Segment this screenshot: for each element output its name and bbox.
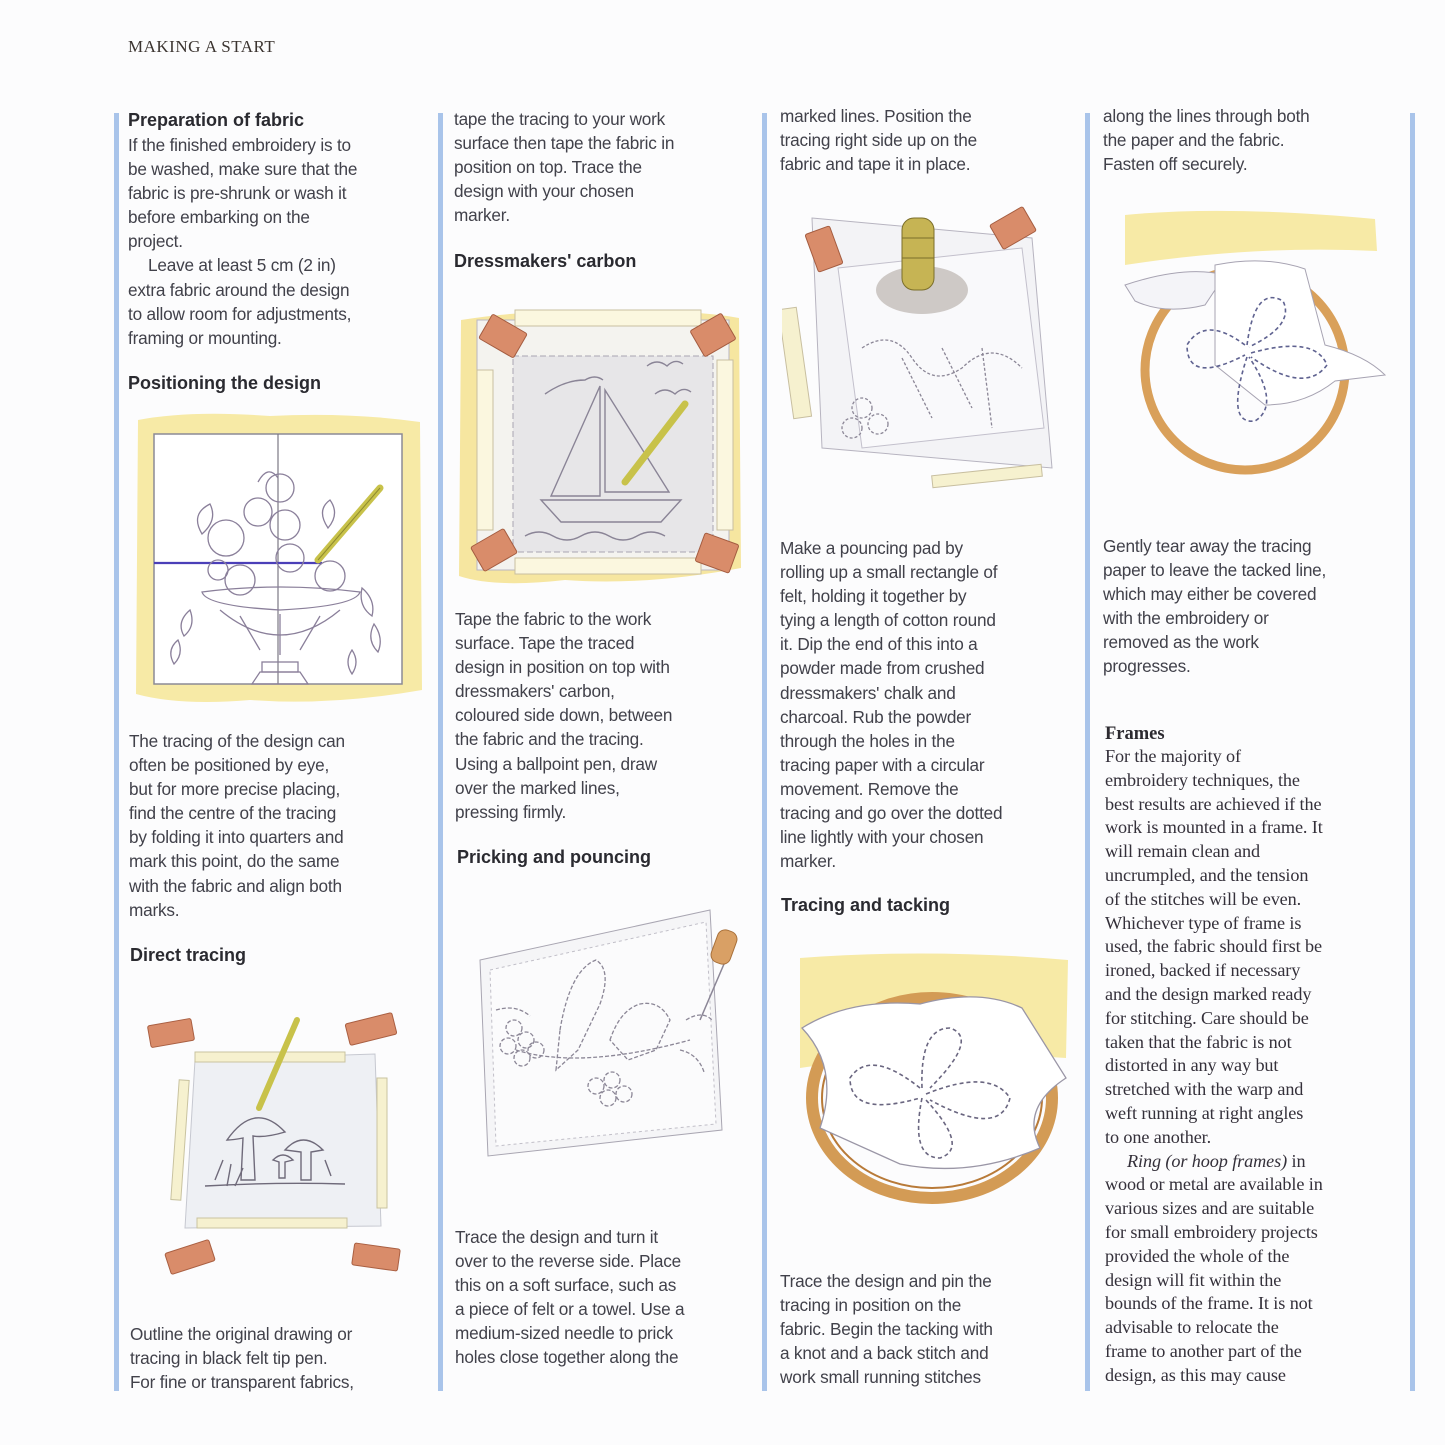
text-line: with the fabric and align both [129,875,342,896]
text-line: line lightly with your chosen [780,827,984,848]
paragraph-dressmakers-carbon [455,607,672,824]
text-line: tying a length of cotton round [780,610,996,631]
text-line: marker. [454,205,510,226]
text-line: progresses. [1103,656,1191,677]
paragraph-direct-tracing [130,1322,354,1394]
paragraph-positioning [129,729,345,922]
text-line: For fine or transparent fabrics, [130,1372,354,1393]
text-line: Tape the fabric to the work [455,609,652,629]
paragraph-pouncing-pad [780,536,1002,873]
text-line: wood or metal are available in [1105,1174,1323,1195]
text-line: charcoal. Rub the powder [780,706,972,727]
text-line: marked lines. Position the [780,106,972,126]
text-line: work small running stitches [780,1367,981,1388]
text-line: marks. [129,899,180,920]
text-line: fabric. Begin the tacking with [780,1319,993,1340]
text-line: will remain clean and [1105,841,1260,862]
text-line: over the marked lines, [455,777,620,798]
paragraph-pricking-pouncing [455,1225,684,1370]
column-rule [114,113,119,1391]
text-line: be washed, make sure that the [128,159,358,180]
text-line: a piece of felt or a towel. Use a [455,1299,685,1320]
text-line: mark this point, do the same [129,851,340,872]
text-line: The tracing of the design can [129,731,345,751]
heading-text: Dressmakers' carbon [454,251,637,271]
text-line: dressmakers' chalk and [780,682,956,703]
text-line: ironed, backed if necessary [1105,960,1301,981]
heading-frames [1105,722,1165,746]
illustration-hoop-tacking [790,948,1075,1248]
text-line: movement. Remove the [780,778,959,799]
heading-preparation [128,108,304,132]
heading-text: Preparation of fabric [128,110,305,130]
text-line: surface then tape the fabric in [454,133,675,154]
illustration-flower-basket [130,410,425,710]
illustration-tearing-tracing [1105,205,1395,525]
text-line: often be positioned by eye, [129,755,330,776]
text-run: in [1287,1150,1306,1171]
text-line: to one another. [1105,1126,1212,1147]
text-line: tracing in position on the [780,1295,962,1316]
paragraph-preparation [128,133,357,350]
text-line: which may either be covered [1103,584,1317,605]
text-line: pressing firmly. [455,801,567,822]
text-line: Make a pouncing pad by [780,538,963,558]
illustration-bird-pricking [460,900,750,1190]
text-line: design with your chosen [454,181,634,202]
paragraph-tracing-tacking [780,1269,993,1389]
text-line: but for more precise placing, [129,779,341,800]
heading-text: Pricking and pouncing [457,847,652,867]
text-line: fabric is pre-shrunk or wash it [128,183,347,204]
text-line: a knot and a back stitch and [780,1343,989,1364]
text-line: surface. Tape the traced [455,633,635,654]
text-line: find the centre of the tracing [129,803,337,824]
text-line: over to the reverse side. Place [455,1251,681,1272]
text-line: for stitching. Care should be [1105,1007,1309,1028]
text-line: holes close together along the [455,1347,679,1368]
text-line: If the finished embroidery is to [128,135,351,155]
paragraph-tear-away [1103,534,1326,679]
text-line: distorted in any way but [1105,1055,1279,1076]
text-line: weft running at right angles [1105,1102,1304,1123]
text-line: Outline the original drawing or [130,1324,353,1344]
text-line: and the design marked ready [1105,983,1312,1004]
text-line: tracing right side up on the [780,130,977,151]
text-line: the paper and the fabric. [1103,130,1285,151]
text-line: design will fit within the [1105,1269,1282,1290]
text-line: by folding it into quarters and [129,827,344,848]
text-line: Whichever type of frame is [1105,912,1302,933]
text-line: advisable to relocate the [1105,1317,1279,1338]
illustration-direct-tracing [135,1000,425,1290]
column-rule [438,113,443,1391]
heading-pricking-pouncing [457,845,651,869]
italic-term: Ring (or hoop frames) [1127,1150,1288,1171]
text-line: project. [128,231,183,252]
text-line: used, the fabric should first be [1105,936,1323,957]
text-line: tracing in black felt tip pen. [130,1348,328,1369]
text-line: rolling up a small rectangle of [780,562,998,583]
text-line: this on a soft surface, such as [455,1275,677,1296]
text-line: design, as this may cause [1105,1364,1286,1385]
text-line: tracing paper with a circular [780,754,985,775]
text-line: powder made from crushed [780,658,985,679]
text-line: embroidery techniques, the [1105,769,1300,790]
heading-text: Positioning the design [128,373,321,393]
text-line: uncrumpled, and the tension [1105,864,1309,885]
paragraph-direct-tracing-cont [454,107,674,227]
heading-text: Direct tracing [130,945,247,965]
text-line: to allow room for adjustments, [128,303,352,324]
text-line: coloured side down, between [455,705,673,726]
heading-dressmakers-carbon [454,249,636,273]
paragraph-tacking-cont [1103,104,1310,176]
heading-text: Frames [1105,724,1165,744]
text-line: extra fabric around the design [128,279,350,300]
text-line: Fasten off securely. [1103,154,1248,175]
text-line: the fabric and the tracing. [455,729,644,750]
text-line: marker. [780,851,836,872]
text-line: various sizes and are suitable [1105,1198,1315,1219]
column-rule [1410,113,1415,1391]
text-line: Trace the design and pin the [780,1271,992,1291]
text-line: felt, holding it together by [780,586,967,607]
text-line: with the embroidery or [1103,608,1269,629]
text-line: medium-sized needle to prick [455,1323,673,1344]
text-line: Trace the design and turn it [455,1227,658,1247]
text-line: taken that the fabric is not [1105,1031,1292,1052]
text-line: paper to leave the tacked line, [1103,560,1327,581]
illustration-pouncing-pad [782,198,1072,498]
text-line: provided the whole of the [1105,1245,1290,1266]
text-line: for small embroidery projects [1105,1221,1318,1242]
heading-positioning [128,371,321,395]
text-line: removed as the work [1103,632,1259,653]
heading-tracing-tacking [781,893,950,917]
text-line: fabric and tape it in place. [780,154,971,175]
text-line: position on top. Trace the [454,157,642,178]
text-line: of the stitches will be even. [1105,888,1302,909]
column-rule [762,113,767,1391]
text-line: it. Dip the end of this into a [780,634,978,655]
text-line: work is mounted in a frame. It [1105,817,1323,838]
heading-text: Tracing and tacking [781,895,951,915]
paragraph-pricking-cont [780,104,977,176]
heading-direct-tracing [130,943,246,967]
text-line: tape the tracing to your work [454,109,666,129]
text-line: through the holes in the [780,730,955,751]
text-line: dressmakers' carbon, [455,681,615,702]
text-line: before embarking on the [128,207,310,228]
text-line: stretched with the warp and [1105,1079,1304,1100]
text-line: along the lines through both [1103,106,1310,126]
column-rule [1085,113,1090,1391]
running-head: MAKING A START [128,37,276,56]
text-line: frame to another part of the [1105,1340,1302,1361]
text-line: Gently tear away the tracing [1103,536,1312,556]
text-line: framing or mounting. [128,327,282,348]
paragraph-frames [1105,745,1323,1388]
text-line: Leave at least 5 cm (2 in) [148,255,336,276]
illustration-sailboat-carbon [455,300,745,592]
text-line: tracing and go over the dotted [780,803,1003,824]
text-line: design in position on top with [455,657,670,678]
text-line: Using a ballpoint pen, draw [455,753,657,774]
text-line: For the majority of [1105,746,1241,766]
text-line: bounds of the frame. It is not [1105,1293,1313,1314]
text-line: best results are achieved if the [1105,793,1322,814]
frames-hoop-lead [1105,1150,1323,1174]
